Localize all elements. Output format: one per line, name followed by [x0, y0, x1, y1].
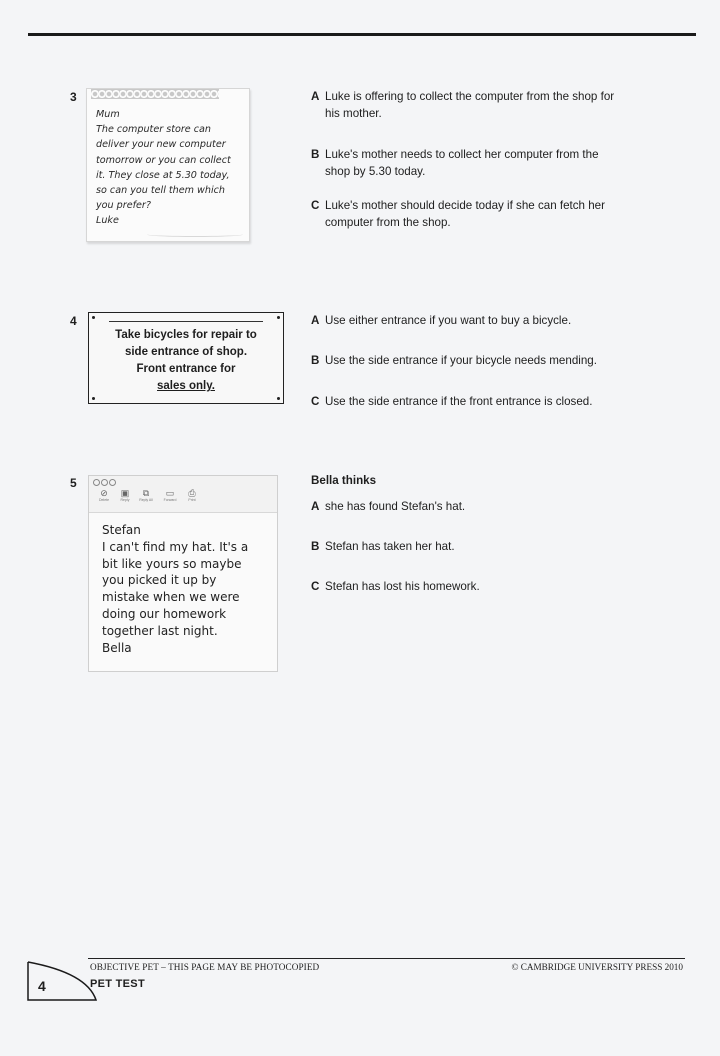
email-line: you picked it up by — [102, 573, 217, 588]
option-text: Use the side entrance if the front entrance is closed. — [325, 395, 593, 408]
window-close-icon — [93, 479, 100, 486]
option-text: Luke is offering to collect the computer from the shop for — [325, 90, 615, 103]
q3-option-c — [311, 197, 651, 231]
option-letter: A — [311, 90, 320, 103]
q4-option-b — [311, 352, 651, 369]
option-letter: C — [311, 199, 320, 212]
delete-icon: ⊘ — [100, 488, 108, 498]
option-text: Luke's mother should decide today if she can fetch her — [325, 199, 605, 212]
question-number-3: 3 — [70, 90, 77, 104]
sign-line: sales only. — [157, 380, 215, 392]
note-text — [96, 107, 246, 229]
reply-all-tool: ⧉ Reply All — [135, 488, 157, 503]
sign-line: Take bicycles for repair to — [115, 329, 257, 341]
window-minimize-icon — [101, 479, 108, 486]
q5-option-a — [311, 498, 651, 515]
email-body — [102, 522, 272, 656]
reply-icon: ▣ — [120, 488, 130, 498]
option-text-cont: shop by 5.30 today. — [325, 165, 426, 178]
window-zoom-icon — [109, 479, 116, 486]
option-letter: A — [311, 500, 320, 513]
q3-option-a — [311, 88, 651, 122]
option-letter: B — [311, 148, 320, 161]
top-rule — [28, 33, 696, 36]
option-letter: C — [311, 580, 320, 593]
reply-all-icon: ⧉ — [142, 488, 150, 498]
forward-icon: ▭ — [165, 488, 175, 498]
footer-subtitle: PET TEST — [90, 978, 145, 990]
option-text: Luke's mother needs to collect her computer from the — [325, 148, 599, 161]
q4-option-c — [311, 393, 651, 410]
q3-option-b — [311, 146, 651, 180]
forward-tool: ▭ Forward — [159, 488, 181, 503]
email-line: Stefan — [102, 523, 141, 537]
option-text: Use either entrance if you want to buy a bicycle. — [325, 314, 572, 327]
sign-top-line — [109, 321, 263, 322]
email-line: mistake when we were — [102, 590, 240, 605]
note-card — [86, 88, 250, 242]
note-line: you prefer? — [96, 200, 151, 212]
q5-stem: Bella thinks — [311, 474, 377, 487]
option-text: she has found Stefan's hat. — [325, 500, 466, 513]
footer-left: OBJECTIVE PET – THIS PAGE MAY BE PHOTOCOPIED — [90, 962, 320, 972]
note-line: tomorrow or you can collect — [96, 154, 231, 166]
note-line: Luke — [96, 215, 119, 227]
q4-option-a — [311, 312, 651, 329]
spiral-binding-icon — [91, 89, 219, 99]
sign-line: side entrance of shop. — [124, 346, 248, 358]
option-text-cont: computer from the shop. — [325, 216, 451, 229]
note-line: deliver your new computer — [96, 139, 226, 151]
footer-rule — [88, 958, 685, 959]
option-text: Stefan has taken her hat. — [325, 540, 455, 553]
question-number-4: 4 — [70, 314, 77, 328]
print-icon: ⎙ — [188, 488, 196, 498]
screw-icon — [92, 397, 95, 400]
q5-option-c — [311, 578, 651, 595]
reply-tool: ▣ Reply — [114, 488, 136, 503]
page-curl — [147, 232, 243, 237]
page-number: 4 — [38, 978, 46, 994]
email-line: Bella — [102, 640, 132, 655]
screw-icon — [277, 397, 280, 400]
screw-icon — [277, 316, 280, 319]
option-text: Use the side entrance if your bicycle needs mending. — [325, 354, 597, 367]
question-number-5: 5 — [70, 476, 77, 490]
option-letter: B — [311, 354, 320, 367]
email-line: together last night. — [102, 623, 218, 638]
email-toolbar — [89, 476, 277, 513]
note-line: so can you tell them which — [96, 185, 226, 197]
email-line: bit like yours so maybe — [102, 556, 242, 571]
option-letter: A — [311, 314, 320, 327]
note-line: The computer store can — [96, 124, 211, 136]
q5-option-b — [311, 538, 651, 555]
email-line: doing our homework — [102, 606, 227, 621]
footer-right: © CAMBRIDGE UNIVERSITY PRESS 2010 — [511, 962, 683, 972]
email-line: I can't find my hat. It's a — [102, 539, 249, 554]
email-window — [88, 475, 278, 672]
print-tool: ⎙ Print — [181, 488, 203, 503]
sign-text — [89, 327, 283, 395]
screw-icon — [92, 316, 95, 319]
sign-line: Front entrance for — [136, 363, 236, 375]
note-line: it. They close at 5.30 today, — [96, 169, 230, 181]
note-line: Mum — [96, 109, 120, 120]
notice-sign — [88, 312, 284, 404]
option-letter: B — [311, 540, 320, 553]
delete-tool: ⊘ Delete — [93, 488, 115, 503]
option-text-cont: his mother. — [325, 107, 382, 120]
option-letter: C — [311, 395, 320, 408]
option-text: Stefan has lost his homework. — [325, 580, 480, 593]
